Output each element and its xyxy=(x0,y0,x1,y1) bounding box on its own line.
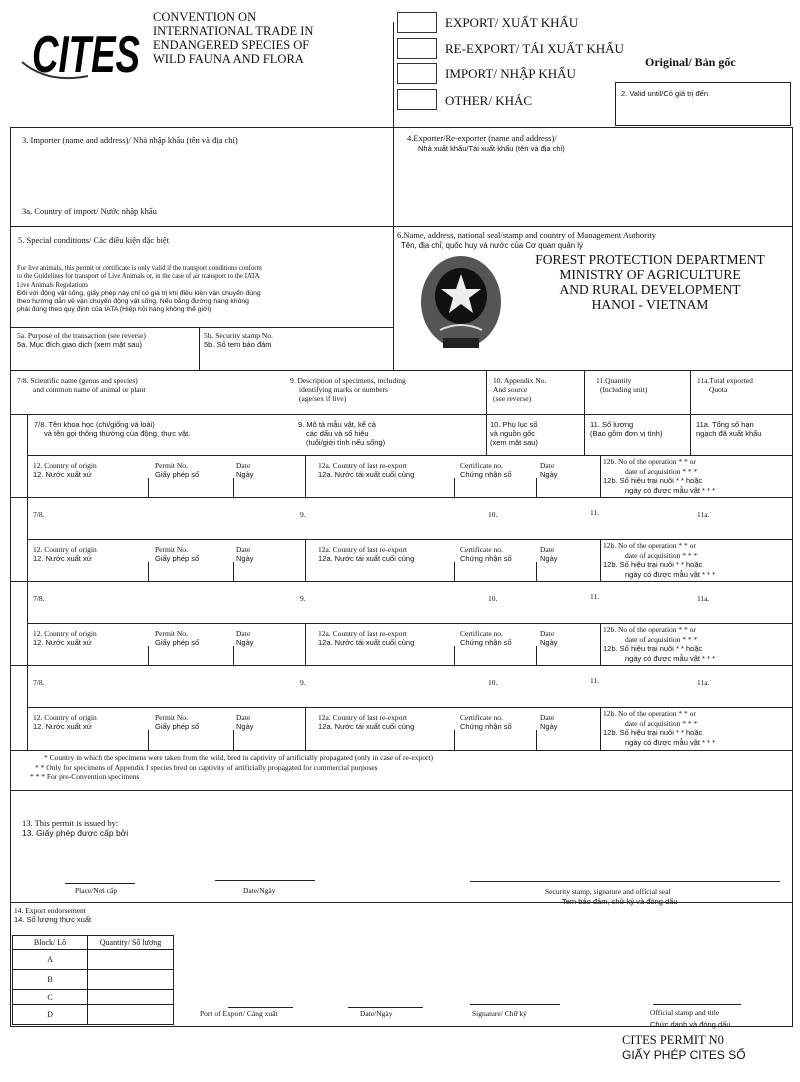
divider xyxy=(148,730,149,750)
issued-by-label: 13. This permit is issued by: 13. Giấy phép được cấp bởi xyxy=(22,818,129,838)
special-text-line: Live Animals Regulations xyxy=(17,281,88,289)
scientific-name-field[interactable]: 7/8. xyxy=(33,594,45,603)
block-c: C xyxy=(13,990,88,1005)
country-of-origin-label xyxy=(33,713,97,731)
divider xyxy=(454,478,455,498)
signature-line xyxy=(470,1004,560,1005)
certificate-no-label xyxy=(460,629,512,647)
divider xyxy=(690,370,691,455)
permit-no-label xyxy=(155,713,199,731)
row-label-text: Chứng nhận số xyxy=(460,470,512,479)
port-of-export-label[interactable]: Port of Export/ Cảng xuất xyxy=(200,1009,278,1018)
row-label-text: 12. Nước xuất xứ xyxy=(33,722,92,731)
divider xyxy=(10,226,793,227)
permit-no-label xyxy=(155,461,199,479)
header-text: and common name of animal or plant xyxy=(33,385,146,394)
divider xyxy=(10,414,793,415)
divider xyxy=(536,730,537,750)
signature-line xyxy=(653,1004,741,1005)
header-text: ngạch đã xuất khẩu xyxy=(696,429,762,438)
item-row[interactable] xyxy=(10,497,793,540)
special-text-line: theo hướng dẫn về vận chuyển động vật sống. Nếu bằng đường hàng không xyxy=(17,298,249,306)
origin-row[interactable] xyxy=(28,455,793,498)
item-row[interactable] xyxy=(10,665,793,708)
header-text: 9. Description of specimens, including xyxy=(290,376,406,385)
convention-line: INTERNATIONAL TRADE IN xyxy=(153,24,314,38)
row-label-text: 12b. Số hiệu trại nuôi * * hoặc xyxy=(603,644,703,653)
seal-label-vi: Tem bảo đảm, chữ ký và đóng dấu xyxy=(562,897,678,906)
row-label-text: Giấy phép số xyxy=(155,722,200,731)
seal-label[interactable]: Security stamp, signature and official seal xyxy=(545,887,671,896)
row-label-text: ngày có được mẫu vật * * * xyxy=(625,737,715,747)
divider xyxy=(10,790,793,791)
date-label xyxy=(236,545,254,563)
row-label-text: date of acquisition * * * xyxy=(625,718,698,728)
importer-field[interactable]: 3. Importer (name and address)/ Nhà nhập khẩu (tên và địa chỉ) xyxy=(22,135,238,145)
row-label-text: Chứng nhận số xyxy=(460,554,512,563)
divider xyxy=(536,478,537,498)
authority-line: AND RURAL DEVELOPMENT xyxy=(559,282,741,297)
quantity-c-field[interactable] xyxy=(88,990,174,1005)
signature-line xyxy=(348,1007,423,1008)
quantity-a-field[interactable] xyxy=(88,950,174,970)
row-label-text: Ngày xyxy=(540,554,558,563)
security-label: 5b. Security stamp No. xyxy=(204,331,273,340)
appendix-field[interactable]: 10. xyxy=(488,678,498,687)
header-text: 10. Phụ lục số xyxy=(490,420,538,429)
header-text: (see reverse) xyxy=(493,394,532,403)
date-label xyxy=(236,629,254,647)
header-text: 11. Số lượng xyxy=(590,420,634,429)
security-stamp-field[interactable] xyxy=(204,331,273,349)
authority-line: MINISTRY OF AGRICULTURE xyxy=(559,267,741,282)
row-label-text: Ngày xyxy=(236,722,254,731)
authority-label: 6.Name, address, national seal/stamp and country of Management Authority xyxy=(397,230,656,240)
divider xyxy=(148,562,149,582)
official-stamp-label[interactable]: Official stamp and title xyxy=(650,1008,720,1017)
scientific-name-field[interactable]: 7/8. xyxy=(33,678,45,687)
divider xyxy=(486,370,487,455)
row-label-text: 12. Nước xuất xứ xyxy=(33,638,92,647)
exporter-label-vi: Nhà xuất khẩu/Tái xuất khẩu (tên và địa chỉ) xyxy=(418,144,565,153)
row-label-text: Permit No. xyxy=(155,545,188,554)
country-of-origin-label xyxy=(33,461,97,479)
description-field[interactable]: 9. xyxy=(300,510,306,519)
row-label-text: ngày có được mẫu vật * * * xyxy=(625,485,715,495)
row-label-text: 12. Country of origin xyxy=(33,461,97,470)
row-label-text: Ngày xyxy=(540,638,558,647)
row-label-text: Date xyxy=(236,461,251,470)
export-endorsement-label: 14. Export endorsement 14. Số lượng thực xuất xyxy=(14,906,92,924)
permit-number-label: CITES PERMIT N0 xyxy=(622,1033,724,1047)
header-text: và nguồn gốc xyxy=(490,429,536,438)
row-label-text: 12a. Country of last re-export xyxy=(318,545,407,554)
divider xyxy=(584,370,585,455)
row-label-text: 12b. No of the operation * * or xyxy=(603,457,696,466)
divider xyxy=(199,327,200,370)
svg-text:CITES: CITES xyxy=(32,26,141,84)
certificate-no-label xyxy=(460,713,512,731)
purpose-label: 5a. Purpose of the transaction (see reverse) xyxy=(17,331,146,340)
divider xyxy=(233,730,234,750)
row-label-text: Certificate no. xyxy=(460,461,503,470)
row-label-text: 12b. Số hiệu trại nuôi * * hoặc xyxy=(603,728,703,737)
header-text: và tên gọi thông thường của động, thực vật. xyxy=(44,429,191,438)
quota-field[interactable]: 11a. xyxy=(697,510,710,519)
row-label-text: Ngày xyxy=(236,638,254,647)
re-export-checkbox[interactable] xyxy=(397,38,437,59)
authority-address xyxy=(515,252,785,312)
row-label-text: 12b. No of the operation * * or xyxy=(603,625,696,634)
origin-row[interactable] xyxy=(28,623,793,666)
header-text: (xem mặt sau) xyxy=(490,438,538,447)
row-label-text: Giấy phép số xyxy=(155,554,200,563)
header-text: identifying marks or numbers xyxy=(299,385,388,394)
authority-line: FOREST PROTECTION DEPARTMENT xyxy=(535,252,765,267)
divider xyxy=(600,708,601,750)
valid-until-label: 2. Valid until/Có giá trị đến xyxy=(621,89,708,98)
last-re-export-label xyxy=(318,629,414,647)
row-label-text: 12a. Nước tái xuất cuối cùng xyxy=(318,554,415,563)
header-quantity xyxy=(596,376,647,394)
place-label[interactable]: Place/Nơi cấp xyxy=(75,886,118,895)
header-quota xyxy=(697,376,753,394)
row-label-text: Date xyxy=(540,629,555,638)
header-text: (age/sex if live) xyxy=(299,394,347,403)
special-text-line: For live animals, this permit or certificate is only valid if the transport conditions conform xyxy=(17,265,262,272)
signature-line xyxy=(215,880,315,881)
header-description xyxy=(290,376,406,403)
row-label-text: Date xyxy=(540,461,555,470)
convention-line: WILD FAUNA AND FLORA xyxy=(153,52,304,66)
row-label-text: Date xyxy=(236,713,251,722)
export-label: EXPORT/ XUẤT KHẨU xyxy=(445,15,579,30)
divider xyxy=(600,624,601,666)
quantity-field[interactable]: 11. xyxy=(590,676,600,685)
import-checkbox[interactable] xyxy=(397,63,437,84)
origin-row[interactable] xyxy=(28,707,793,750)
other-checkbox[interactable] xyxy=(397,89,437,110)
country-of-import-field[interactable]: 3a. Country of import/ Nước nhập khẩu xyxy=(22,206,157,216)
row-label-text: 12. Country of origin xyxy=(33,713,97,722)
row-label-text: Date xyxy=(540,713,555,722)
authority-label-vi: Tên, địa chỉ, quốc huy và nước của Cơ quan quản lý xyxy=(401,241,583,250)
divider xyxy=(454,562,455,582)
row-label-text: 12b. No of the operation * * or xyxy=(603,709,696,718)
header-quantity-vi xyxy=(590,420,662,438)
country-of-origin-label xyxy=(33,545,97,563)
header-text: 11a. Tổng số hạn xyxy=(696,420,754,429)
import-label: IMPORT/ NHẬP KHẨU xyxy=(445,66,576,81)
header-text: 11.Quantity xyxy=(596,376,632,385)
header-scientific-name-vi xyxy=(34,420,190,438)
last-re-export-label xyxy=(318,545,414,563)
header-text: các dấu và số hiệu xyxy=(306,429,369,438)
row-label-text: Date xyxy=(236,545,251,554)
date-label xyxy=(540,629,558,647)
endorsement-date-label[interactable]: Date/Ngày xyxy=(360,1009,393,1018)
appendix-field[interactable]: 10. xyxy=(488,510,498,519)
row-label-text: 12b. Số hiệu trại nuôi * * hoặc xyxy=(603,476,703,485)
date-label xyxy=(540,545,558,563)
block-a: A xyxy=(13,950,88,970)
header-text: 10. Appendix No. xyxy=(493,376,547,385)
national-emblem xyxy=(418,252,504,358)
certificate-no-label xyxy=(460,461,512,479)
operation-label xyxy=(603,457,715,495)
certificate-no-label xyxy=(460,545,512,563)
original-label: Original/ Bản gốc xyxy=(645,55,736,69)
divider xyxy=(454,730,455,750)
divider xyxy=(10,327,394,328)
row-label-text: 12b. Số hiệu trại nuôi * * hoặc xyxy=(603,560,703,569)
special-conditions-label: 5. Special conditions/ Các điều kiện đặc biệt xyxy=(18,235,170,245)
signature-line xyxy=(470,881,780,882)
divider xyxy=(536,562,537,582)
permit-no-label xyxy=(155,545,199,563)
purpose-label-vi: 5a. Mục đích giao dịch (xem mặt sau) xyxy=(17,340,143,349)
divider xyxy=(233,478,234,498)
permit-no-label xyxy=(155,629,199,647)
row-label-text: 12a. Nước tái xuất cuối cùng xyxy=(318,638,415,647)
divider xyxy=(233,646,234,666)
row-label-text: date of acquisition * * * xyxy=(625,550,698,560)
footnotes xyxy=(30,753,433,782)
header-text: (Including unit) xyxy=(600,385,648,394)
row-label-text: 12b. No of the operation * * or xyxy=(603,541,696,550)
row-label-text: Certificate no. xyxy=(460,713,503,722)
date-label xyxy=(540,461,558,479)
divider xyxy=(148,646,149,666)
operation-label xyxy=(603,541,715,579)
row-label-text: Ngày xyxy=(540,722,558,731)
signature-line xyxy=(65,883,135,884)
header-text: And source xyxy=(493,385,528,394)
row-label-text: Date xyxy=(236,629,251,638)
divider xyxy=(10,902,793,903)
divider xyxy=(10,370,793,371)
row-label-text: Giấy phép số xyxy=(155,470,200,479)
quota-field[interactable]: 11a. xyxy=(697,678,710,687)
divider xyxy=(10,750,793,751)
divider xyxy=(536,646,537,666)
header-text: Quota xyxy=(709,385,728,394)
date-label xyxy=(236,461,254,479)
operation-label xyxy=(603,625,715,663)
row-label-text: 12. Nước xuất xứ xyxy=(33,470,92,479)
row-label-text: 12. Country of origin xyxy=(33,545,97,554)
convention-line: ENDANGERED SPECIES OF xyxy=(153,38,310,52)
divider xyxy=(600,540,601,582)
row-label-text: 12. Nước xuất xứ xyxy=(33,554,92,563)
export-checkbox[interactable] xyxy=(397,12,437,33)
special-text-line: Đối với động vật sống, giấy phép này chỉ có giá trị khi điều kiện vận chuyển đúng xyxy=(17,289,261,297)
block-d: D xyxy=(13,1005,88,1025)
divider xyxy=(305,624,306,666)
row-label-text: Giấy phép số xyxy=(155,638,200,647)
footnote: * * * For pre-Convention specimens xyxy=(30,772,140,781)
header-text: (Bao gồm đơn vị tính) xyxy=(590,429,663,438)
date-label xyxy=(236,713,254,731)
row-label-text: 12a. Country of last re-export xyxy=(318,713,407,722)
footnote: * * Only for specimens of Appendix I species bred on captivity of artificially propagated for commercial purposes xyxy=(35,762,378,772)
row-label-text: ngày có được mẫu vật * * * xyxy=(625,569,715,579)
purpose-field[interactable] xyxy=(17,331,146,349)
header-text: (tuổi/giới tính nếu sống) xyxy=(306,438,386,447)
quantity-field[interactable]: 11. xyxy=(590,592,600,601)
row-label-text: Certificate no. xyxy=(460,629,503,638)
divider xyxy=(393,22,394,370)
row-label-text: date of acquisition * * * xyxy=(625,466,698,476)
row-label-text: Ngày xyxy=(236,554,254,563)
official-stamp-label-vi: Chức danh và đóng dấu xyxy=(650,1020,731,1029)
row-label-text: 12a. Country of last re-export xyxy=(318,461,407,470)
row-label-text: Permit No. xyxy=(155,629,188,638)
row-label-text: date of acquisition * * * xyxy=(625,634,698,644)
country-of-origin-label xyxy=(33,629,97,647)
date-label xyxy=(540,713,558,731)
special-conditions-text xyxy=(17,265,262,315)
col-quantity: Quantity/ Số lượng xyxy=(88,936,174,950)
re-export-label: RE-EXPORT/ TÁI XUẤT KHẨU xyxy=(445,41,624,56)
quantity-b-field[interactable] xyxy=(88,970,174,990)
authority-line: HANOI - VIETNAM xyxy=(591,297,709,312)
row-label-text: ngày có được mẫu vật * * * xyxy=(625,653,715,663)
convention-title xyxy=(153,10,313,66)
header-quota-vi xyxy=(696,420,761,438)
signature-label[interactable]: Signature/ Chữ ký xyxy=(472,1009,527,1018)
row-label-text: 12a. Nước tái xuất cuối cùng xyxy=(318,722,415,731)
row-label-text: Ngày xyxy=(236,470,254,479)
header-appendix-vi xyxy=(490,420,538,447)
special-text-line: to the Guidelines for transport of Live Animals or, in the case of air transport to the IATA xyxy=(17,273,260,281)
row-label-text: Date xyxy=(540,545,555,554)
header-appendix xyxy=(493,376,546,403)
row-label-text: Permit No. xyxy=(155,713,188,722)
divider xyxy=(454,646,455,666)
item-row[interactable] xyxy=(10,581,793,624)
block-b: B xyxy=(13,970,88,990)
divider xyxy=(233,562,234,582)
quantity-field[interactable]: 11. xyxy=(590,508,600,517)
operation-label xyxy=(603,709,715,747)
date-label[interactable]: Date/Ngày xyxy=(243,886,276,895)
divider xyxy=(305,540,306,582)
row-label-text: 12. Country of origin xyxy=(33,629,97,638)
divider xyxy=(305,708,306,750)
header-text: 9. Mô tả mẫu vật, kể cả xyxy=(298,420,376,429)
quota-field[interactable]: 11a. xyxy=(697,594,710,603)
header-scientific-name xyxy=(17,376,145,394)
row-label-text: Ngày xyxy=(540,470,558,479)
permit-number-label-vi: GIẤY PHÉP CITES SỐ xyxy=(622,1048,746,1062)
exporter-label[interactable]: 4.Exporter/Re-exporter (name and address)/ xyxy=(407,133,557,143)
divider xyxy=(305,456,306,498)
last-re-export-label xyxy=(318,461,414,479)
header-text: 7/8. Scientific name (genus and species) xyxy=(17,376,138,385)
description-field[interactable]: 9. xyxy=(300,678,306,687)
header-text: 7/8. Tên khoa học (chi/giống và loài) xyxy=(34,420,155,429)
signature-line xyxy=(228,1007,293,1008)
convention-line: CONVENTION ON xyxy=(153,10,257,24)
quantity-d-field[interactable] xyxy=(88,1005,174,1025)
last-re-export-label xyxy=(318,713,414,731)
divider xyxy=(600,456,601,498)
origin-row[interactable] xyxy=(28,539,793,582)
description-field[interactable]: 9. xyxy=(300,594,306,603)
security-label-vi: 5b. Số tem bảo đảm xyxy=(204,340,272,349)
row-label-text: Chứng nhận số xyxy=(460,638,512,647)
header-description-vi xyxy=(298,420,385,447)
divider xyxy=(148,478,149,498)
cites-logo xyxy=(18,14,143,89)
valid-until-field[interactable] xyxy=(615,82,791,126)
col-block: Block/ Lô xyxy=(13,936,88,950)
row-label-text: Certificate no. xyxy=(460,545,503,554)
appendix-field[interactable]: 10. xyxy=(488,594,498,603)
other-label: OTHER/ KHÁC xyxy=(445,93,533,108)
row-label-text: Chứng nhận số xyxy=(460,722,512,731)
header-text: 11a.Total exported xyxy=(697,376,753,385)
footnote: * Country in which the specimens were taken from the wild, bred in captivity of artificially propagated (only in case of re-export) xyxy=(44,753,434,762)
row-label-text: 12a. Country of last re-export xyxy=(318,629,407,638)
endorsement-table xyxy=(12,935,174,1025)
special-text-line: phải đúng theo quy định của IATA (Hiệp hội hàng không thế giới) xyxy=(17,306,212,314)
scientific-name-field[interactable]: 7/8. xyxy=(33,510,45,519)
row-label-text: 12a. Nước tái xuất cuối cùng xyxy=(318,470,415,479)
row-label-text: Permit No. xyxy=(155,461,188,470)
